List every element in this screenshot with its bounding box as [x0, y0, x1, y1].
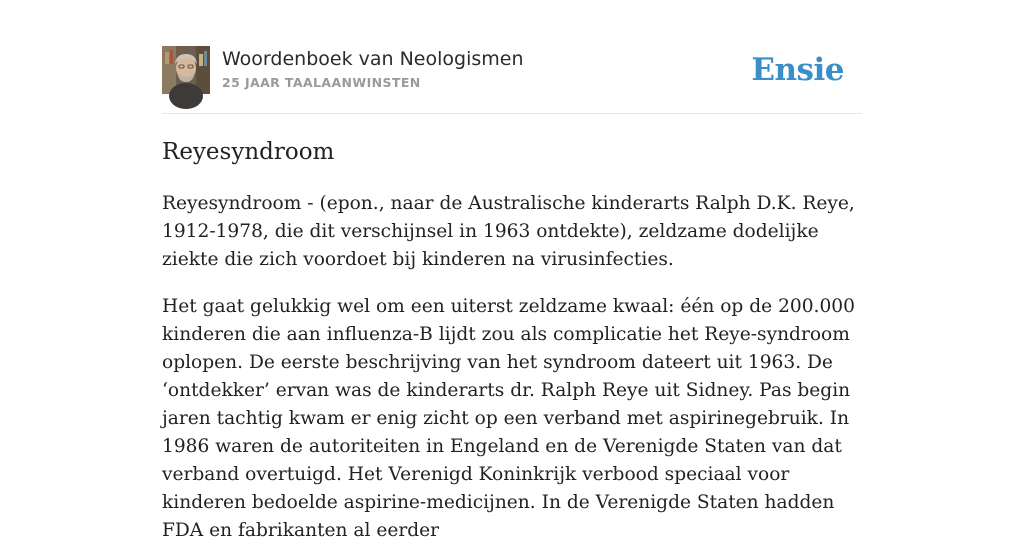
- article-title: Reyesyndroom: [162, 139, 335, 165]
- avatar-image: [162, 46, 210, 94]
- author-avatar[interactable]: [162, 46, 210, 94]
- site-header: [162, 46, 862, 114]
- site-title[interactable]: Woordenboek van Neologismen: [222, 48, 524, 70]
- brand-logo[interactable]: Ensie: [751, 52, 844, 88]
- article-paragraph: Reyesyndroom - (epon., naar de Australische kinderarts Ralph D.K. Reye, 1912-1978, die dit verschijnsel in 1963 ontdekte), zeldzame dodelijke ziekte die zich voordoet bij kinderen na virusinfecties.: [162, 193, 855, 270]
- site-subtitle: 25 JAAR TAALAANWINSTEN: [222, 75, 421, 90]
- article-paragraph: Het gaat gelukkig wel om een uiterst zeldzame kwaal: één op de 200.000 kinderen die aan influenza-B lijdt zou als complicatie het Reye-syndroom oplopen. De eerste beschrijving van het syndroom dateert uit 1963. De ‘ontdekker’ ervan was de kinderarts dr. Ralph Reye uit Sidney. Pas begin jaren tachtig kwam er enig zicht op een verband met aspirinegebruik. In 1986 waren de autoriteiten in Engeland en de Verenigde Staten van dat verband overtuigd. Het Verenigd Koninkrijk verbood speciaal voor kinderen bedoelde aspirine-medicijnen. In de Verenigde Staten hadden FDA en fabrikanten al eerder: [162, 296, 855, 541]
